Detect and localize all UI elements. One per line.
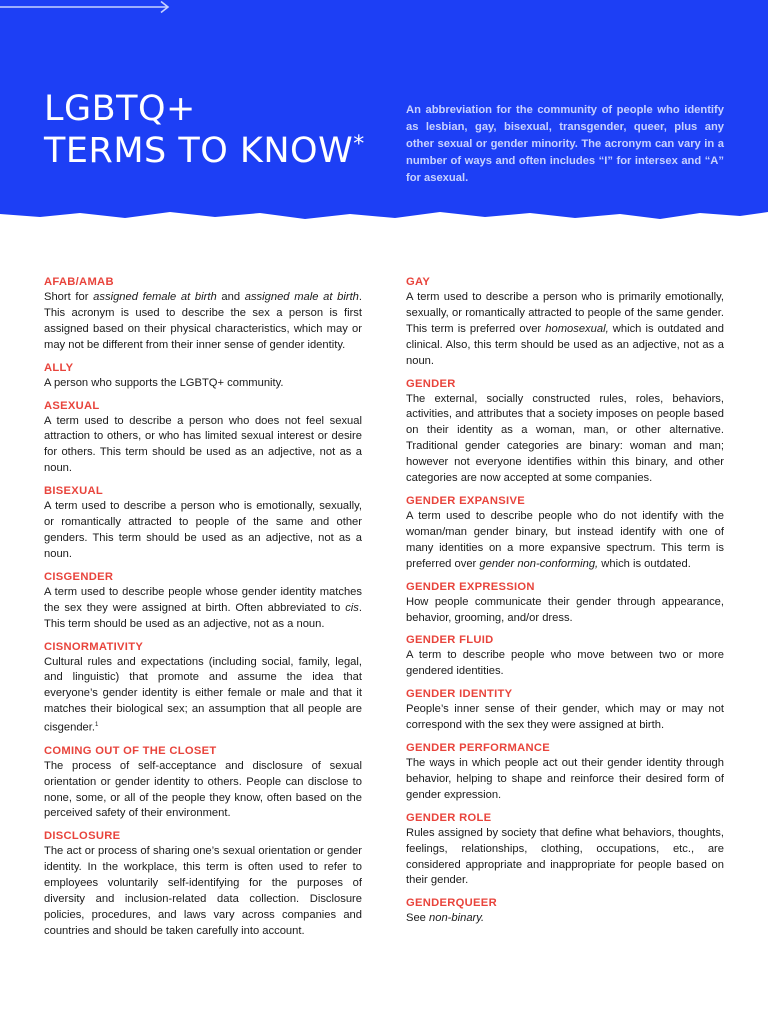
term-heading: CISNORMATIVITY (44, 640, 144, 653)
title-line-2 (44, 130, 365, 172)
term-heading: GENDERQUEER (406, 897, 497, 910)
definition-text: which is outdated. (598, 557, 691, 570)
term-definition (44, 414, 362, 478)
term-heading: GENDER EXPANSIVE (406, 494, 525, 507)
term-entry-gender-fluid (406, 634, 724, 680)
definition-text: The process of self-acceptance and disclosure of sexual orientation or gender identity to others. People can disclose to none, some, or all of the people they know, often based on the perceived safety of their environment. (44, 759, 362, 820)
term-heading: GENDER (406, 377, 456, 390)
term-heading: GENDER IDENTITY (406, 688, 513, 701)
term-entry-gender-expression (406, 581, 724, 627)
term-definition (44, 655, 362, 737)
term-entry-asexual (44, 400, 362, 478)
definition-italic-text: non-binary. (429, 912, 485, 925)
term-entry-disclosure (44, 830, 362, 939)
term-definition (44, 376, 362, 392)
term-heading: ALLY (44, 361, 74, 374)
definition-text: How people communicate their gender through appearance, behavior, grooming, and/or dress. (406, 595, 724, 624)
term-entry-gender-role (406, 812, 724, 890)
term-definition (406, 509, 724, 573)
acronym-definition: An abbreviation for the community of people who identify as lesbian, gay, bisexual, transgender, queer, plus any other sexual or gender minority. The acronym can vary in a number of ways and often includes “I” for intersex and “A” for asexual. (406, 104, 724, 184)
definition-italic-text: assigned male at birth (244, 291, 359, 303)
term-definition (44, 499, 362, 563)
term-definition (406, 702, 724, 734)
term-entry-afab-amab (44, 276, 362, 354)
page-title (44, 88, 365, 172)
term-heading: GENDER PERFORMANCE (406, 742, 551, 755)
term-definition (44, 290, 362, 354)
term-entry-gay (406, 276, 724, 370)
definition-italic-text: assigned female at birth (93, 291, 217, 303)
definition-text: A term used to describe a person who is primarily emotionally, sexually, or romantically attracted to people of the same gender. This term is preferred over (406, 291, 724, 335)
definition-text: Cultural rules and expectations (including social, family, legal, and linguistic) that promote and assume the idea that everyone’s gender identity is either female or male and that it matches their biological sex; an assumption that all people are cisgender. (44, 655, 362, 734)
definition-text: People’s inner sense of their gender, which may or may not correspond with the sex they were assigned at birth. (406, 703, 724, 732)
definition-text: and (216, 291, 245, 303)
term-entry-cisnormativity (44, 641, 362, 737)
definition-text: . This acronym is used to describe the sex a person is first assigned based on their physical characteristics, which may or may not be different from their inner sense of gender identity. (44, 291, 363, 351)
left-term-column (44, 276, 362, 948)
right-term-column (406, 276, 724, 935)
term-definition (44, 585, 362, 633)
term-definition (406, 911, 724, 927)
term-entry-cisgender (44, 571, 362, 633)
term-entry-genderqueer (406, 897, 724, 927)
term-definition (44, 759, 362, 823)
definition-text: which is outdated and clinical. Also, this term should be used as an adjective, not as a noun. (406, 322, 724, 367)
term-entry-ally (44, 362, 362, 392)
definition-text: Short for (44, 291, 94, 303)
definition-italic-text: gender non-conforming, (479, 557, 599, 570)
definition-text: The external, socially constructed rules, roles, behaviors, activities, and attributes that a society imposes on people based on their identity as a woman, man, or other alternative. Traditional gender categories are binary: woman and man; however not everyone identifies within this binary, and other categories are now accepted at some companies. (406, 392, 724, 485)
definition-text: A term used to describe a person who is emotionally, sexually, or romantically attracted to people of the same and other genders. This term should be used as an adjective, not as a noun. (44, 500, 362, 560)
definition-text: A term used to describe people who do not identify with the woman/man gender binary, but instead identify with one of many identities on a more expansive spectrum. This term is preferred over (406, 509, 724, 570)
term-heading: AFAB/AMAB (44, 276, 114, 288)
definition-text: . This term should be used as an adjective, not as a noun. (44, 601, 362, 630)
term-definition (406, 290, 724, 370)
term-heading: BISEXUAL (44, 485, 103, 498)
definition-text: A person who supports the LGBTQ+ community. (44, 376, 284, 389)
term-entry-coming-out-of-the-closet (44, 745, 362, 823)
definition-text: The act or process of sharing one’s sexual orientation or gender identity. In the workplace, this term is often used to refer to employees voluntarily self-identifying for the purposes of diversity and inclusion-related data collection. Disclosure policies, procedures, and laws vary across companies and countries and should be taken carefully into account. (44, 845, 362, 937)
title-asterisk: * (353, 132, 365, 157)
term-definition (406, 756, 724, 804)
term-heading: GENDER EXPRESSION (406, 580, 535, 593)
term-definition (44, 844, 362, 939)
term-definition (406, 648, 724, 680)
definition-italic-text: cis (345, 601, 359, 614)
header-banner (0, 0, 768, 240)
term-heading: GENDER FLUID (406, 634, 494, 647)
definition-text: A term to describe people who move between two or more gendered identities. (406, 649, 724, 678)
title-line-2-text: TERMS TO KNOW (44, 131, 354, 171)
title-line-1: LGBTQ+ (44, 89, 196, 129)
term-entry-gender-expansive (406, 495, 724, 573)
term-definition (406, 595, 724, 627)
term-definition (406, 826, 724, 890)
definition-text: A term used to describe people whose gender identity matches the sex they were assigned at birth. Often abbreviated to (44, 585, 362, 614)
term-heading: COMING OUT OF THE CLOSET (44, 744, 217, 757)
term-definition (406, 392, 724, 487)
arrow-right-icon (0, 0, 172, 14)
definition-text: A term used to describe a person who does not feel sexual attraction to others, or who has limited sexual interest or desire for others. This term should be used as an adjective, not as a noun. (44, 414, 362, 475)
term-heading: ASEXUAL (44, 399, 100, 412)
term-heading: CISGENDER (44, 570, 114, 583)
term-entry-gender-performance (406, 742, 724, 804)
term-entry-gender (406, 378, 724, 487)
term-entry-bisexual (44, 485, 362, 563)
term-heading: GAY (406, 276, 431, 288)
term-heading: GENDER ROLE (406, 811, 492, 824)
footnote-marker: 1 (95, 722, 99, 729)
definition-text: See (406, 912, 430, 925)
definition-text: The ways in which people act out their gender identity through behavior, helping to shape and reinforce their desired form of gender expression. (406, 757, 724, 801)
term-entry-gender-identity (406, 688, 724, 734)
term-heading: DISCLOSURE (44, 830, 121, 843)
definition-italic-text: homosexual, (545, 322, 609, 335)
definition-text: Rules assigned by society that define what behaviors, thoughts, feelings, relationships, clothing, occupations, etc., are considered appropriate and inappropriate for people based on their gender. (406, 826, 724, 887)
